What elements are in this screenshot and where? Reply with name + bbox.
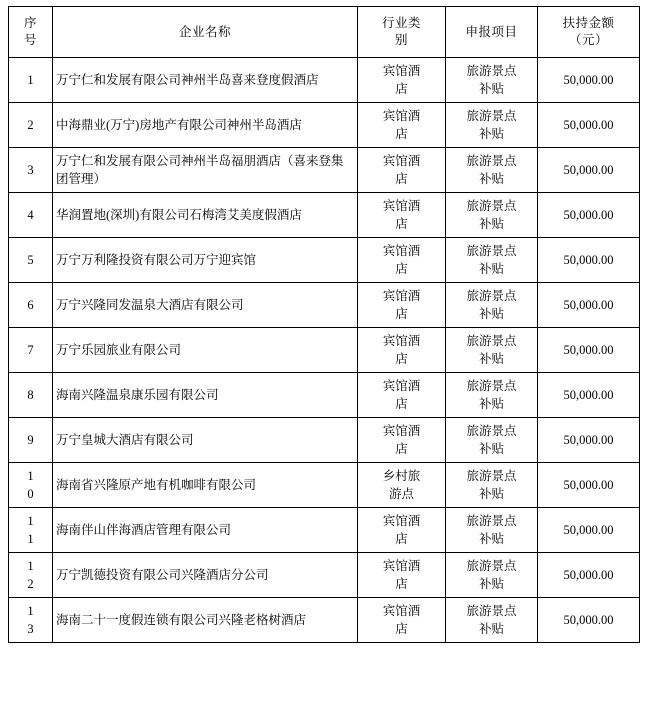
cell-item-line: 旅游景点 <box>466 603 517 618</box>
table-row <box>9 148 640 193</box>
cell-item-line: 补贴 <box>478 352 504 366</box>
cell-category-line: 宾馆酒 <box>382 198 421 213</box>
cell-amount: 50,000.00 <box>538 328 640 373</box>
column-header-seq-line2: 号 <box>23 33 37 47</box>
cell-seq-digit: 1 <box>27 468 34 483</box>
cell-item-line: 旅游景点 <box>466 153 517 168</box>
cell-category-line: 店 <box>395 532 408 546</box>
column-header-name: 企业名称 <box>53 7 358 58</box>
cell-category <box>358 508 446 553</box>
cell-category-line: 宾馆酒 <box>382 558 421 573</box>
cell-category-line: 店 <box>395 442 408 456</box>
cell-category <box>358 598 446 643</box>
cell-category <box>358 373 446 418</box>
cell-item <box>446 418 538 463</box>
cell-seq: 4 <box>9 193 53 238</box>
table-row <box>9 58 640 103</box>
column-header-item: 申报项目 <box>446 7 538 58</box>
cell-item <box>446 103 538 148</box>
cell-amount: 50,000.00 <box>538 193 640 238</box>
cell-company-name: 万宁仁和发展有限公司神州半岛喜来登度假酒店 <box>53 58 358 103</box>
cell-item-line: 旅游景点 <box>466 468 517 483</box>
cell-category-line: 店 <box>395 397 408 411</box>
cell-company-name: 海南省兴隆原产地有机咖啡有限公司 <box>53 463 358 508</box>
cell-amount: 50,000.00 <box>538 58 640 103</box>
cell-item-line: 旅游景点 <box>466 333 517 348</box>
cell-seq-digit: 2 <box>27 577 34 591</box>
subsidy-table <box>8 6 640 643</box>
cell-category-line: 店 <box>395 577 408 591</box>
cell-category-line: 宾馆酒 <box>382 243 421 258</box>
cell-item-line: 旅游景点 <box>466 378 517 393</box>
cell-category <box>358 238 446 283</box>
cell-item <box>446 373 538 418</box>
table-header-row <box>9 7 640 58</box>
column-header-category <box>358 7 446 58</box>
cell-company-name: 万宁万利隆投资有限公司万宁迎宾馆 <box>53 238 358 283</box>
cell-item-line: 补贴 <box>478 442 504 456</box>
cell-item-line: 补贴 <box>478 577 504 591</box>
cell-seq-digit: 1 <box>27 513 34 528</box>
cell-item <box>446 283 538 328</box>
column-header-amount <box>538 7 640 58</box>
cell-category-line: 店 <box>395 262 408 276</box>
cell-category-line: 宾馆酒 <box>382 333 421 348</box>
cell-category-line: 店 <box>395 352 408 366</box>
cell-category-line: 店 <box>395 82 408 96</box>
cell-item-line: 补贴 <box>478 397 504 411</box>
cell-category-line: 游点 <box>388 487 414 501</box>
cell-category-line: 店 <box>395 217 408 231</box>
cell-category <box>358 553 446 598</box>
cell-seq: 6 <box>9 283 53 328</box>
cell-amount: 50,000.00 <box>538 148 640 193</box>
cell-item-line: 补贴 <box>478 487 504 501</box>
cell-seq <box>9 508 53 553</box>
cell-category-line: 宾馆酒 <box>382 513 421 528</box>
table-row <box>9 238 640 283</box>
cell-seq-digit: 1 <box>27 558 34 573</box>
cell-item-line: 旅游景点 <box>466 108 517 123</box>
cell-amount: 50,000.00 <box>538 283 640 328</box>
table-row <box>9 598 640 643</box>
table-row <box>9 283 640 328</box>
cell-category-line: 宾馆酒 <box>382 108 421 123</box>
cell-company-name: 海南二十一度假连锁有限公司兴隆老格树酒店 <box>53 598 358 643</box>
cell-amount: 50,000.00 <box>538 103 640 148</box>
table-row <box>9 193 640 238</box>
table-row <box>9 373 640 418</box>
cell-category <box>358 58 446 103</box>
cell-item-line: 补贴 <box>478 262 504 276</box>
cell-item <box>446 328 538 373</box>
cell-category-line: 乡村旅 <box>382 468 421 483</box>
cell-category <box>358 193 446 238</box>
table-row <box>9 328 640 373</box>
cell-seq-digit: 1 <box>27 603 34 618</box>
cell-item-line: 旅游景点 <box>466 513 517 528</box>
cell-item-line: 旅游景点 <box>466 243 517 258</box>
cell-item-line: 旅游景点 <box>466 558 517 573</box>
cell-category-line: 宾馆酒 <box>382 423 421 438</box>
table-row <box>9 508 640 553</box>
cell-item-line: 旅游景点 <box>466 63 517 78</box>
cell-company-name: 海南伴山伴海酒店管理有限公司 <box>53 508 358 553</box>
cell-item <box>446 148 538 193</box>
column-header-category-line2: 别 <box>394 33 408 47</box>
cell-item-line: 旅游景点 <box>466 198 517 213</box>
cell-category <box>358 328 446 373</box>
cell-item-line: 旅游景点 <box>466 423 517 438</box>
cell-category <box>358 148 446 193</box>
cell-seq-digit: 1 <box>27 532 34 546</box>
cell-category <box>358 103 446 148</box>
cell-seq: 9 <box>9 418 53 463</box>
cell-seq-digit: 3 <box>27 622 34 636</box>
table-body <box>9 58 640 643</box>
cell-item-line: 补贴 <box>478 127 504 141</box>
column-header-amount-line1: 扶持金额 <box>562 16 615 31</box>
cell-category-line: 宾馆酒 <box>382 288 421 303</box>
cell-company-name: 海南兴隆温泉康乐园有限公司 <box>53 373 358 418</box>
cell-category-line: 店 <box>395 127 408 141</box>
cell-amount: 50,000.00 <box>538 553 640 598</box>
cell-company-name: 万宁乐园旅业有限公司 <box>53 328 358 373</box>
cell-seq <box>9 463 53 508</box>
cell-item <box>446 58 538 103</box>
cell-category-line: 店 <box>395 622 408 636</box>
cell-amount: 50,000.00 <box>538 373 640 418</box>
cell-company-name: 华润置地(深圳)有限公司石梅湾艾美度假酒店 <box>53 193 358 238</box>
cell-item-line: 补贴 <box>478 172 504 186</box>
cell-company-name: 万宁兴隆同发温泉大酒店有限公司 <box>53 283 358 328</box>
column-header-amount-line2: （元） <box>568 33 608 47</box>
table-row <box>9 553 640 598</box>
cell-item-line: 补贴 <box>478 532 504 546</box>
cell-company-name: 万宁凯德投资有限公司兴隆酒店分公司 <box>53 553 358 598</box>
cell-company-name: 万宁仁和发展有限公司神州半岛福朋酒店（喜来登集团管理） <box>53 148 358 193</box>
cell-item <box>446 553 538 598</box>
table-row <box>9 418 640 463</box>
cell-category-line: 店 <box>395 307 408 321</box>
cell-category-line: 宾馆酒 <box>382 153 421 168</box>
table-row <box>9 463 640 508</box>
table-row <box>9 103 640 148</box>
cell-category <box>358 418 446 463</box>
cell-item-line: 补贴 <box>478 217 504 231</box>
cell-seq: 3 <box>9 148 53 193</box>
cell-item <box>446 238 538 283</box>
cell-category <box>358 463 446 508</box>
cell-seq <box>9 553 53 598</box>
cell-item-line: 补贴 <box>478 307 504 321</box>
cell-company-name: 万宁皇城大酒店有限公司 <box>53 418 358 463</box>
cell-item <box>446 508 538 553</box>
cell-amount: 50,000.00 <box>538 598 640 643</box>
cell-category-line: 宾馆酒 <box>382 378 421 393</box>
cell-item <box>446 463 538 508</box>
cell-amount: 50,000.00 <box>538 418 640 463</box>
cell-item-line: 补贴 <box>478 622 504 636</box>
column-header-seq-line1: 序 <box>23 16 37 31</box>
cell-seq: 8 <box>9 373 53 418</box>
table-header <box>9 7 640 58</box>
cell-seq: 5 <box>9 238 53 283</box>
cell-seq: 1 <box>9 58 53 103</box>
cell-category-line: 宾馆酒 <box>382 603 421 618</box>
cell-amount: 50,000.00 <box>538 508 640 553</box>
cell-item-line: 旅游景点 <box>466 288 517 303</box>
cell-item <box>446 193 538 238</box>
column-header-category-line1: 行业类 <box>381 16 421 31</box>
cell-category <box>358 283 446 328</box>
cell-seq: 7 <box>9 328 53 373</box>
cell-item <box>446 598 538 643</box>
cell-category-line: 店 <box>395 172 408 186</box>
cell-amount: 50,000.00 <box>538 463 640 508</box>
cell-item-line: 补贴 <box>478 82 504 96</box>
cell-seq-digit: 0 <box>27 487 34 501</box>
cell-seq <box>9 598 53 643</box>
cell-category-line: 宾馆酒 <box>382 63 421 78</box>
cell-seq: 2 <box>9 103 53 148</box>
column-header-seq <box>9 7 53 58</box>
cell-amount: 50,000.00 <box>538 238 640 283</box>
cell-company-name: 中海鼎业(万宁)房地产有限公司神州半岛酒店 <box>53 103 358 148</box>
